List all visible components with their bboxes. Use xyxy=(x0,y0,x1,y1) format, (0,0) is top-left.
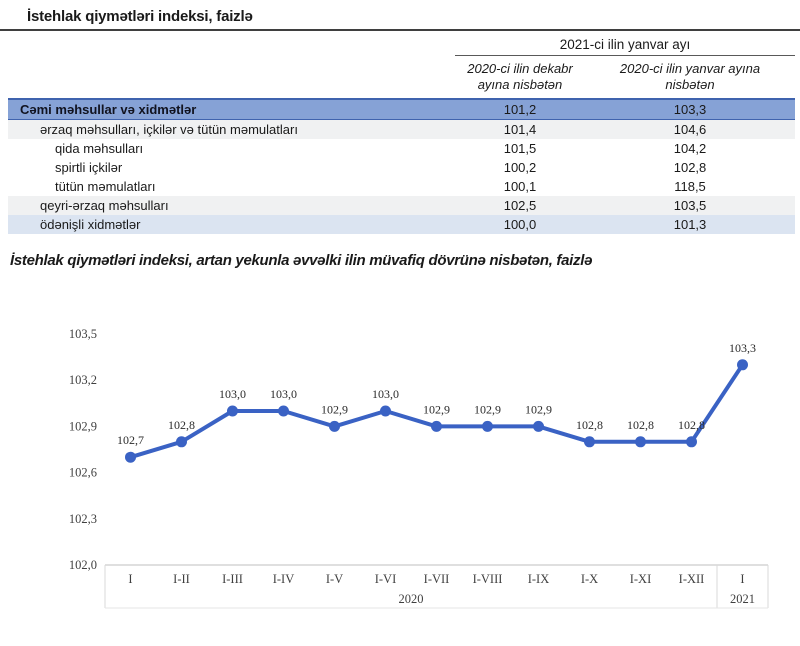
data-point xyxy=(431,421,442,432)
column-header-vs-december: 2020-ci ilin dekabr ayına nisbətən xyxy=(467,61,573,92)
value-vs-january: 103,3 xyxy=(673,102,707,118)
value-vs-december: 101,2 xyxy=(503,102,537,118)
data-point-label: 102,9 xyxy=(321,402,348,417)
x-tick-label: I-IX xyxy=(527,572,550,587)
data-point xyxy=(176,436,187,447)
y-tick-label: 102,3 xyxy=(68,511,97,526)
x-tick-label: I-II xyxy=(173,572,190,587)
value-vs-december: 101,4 xyxy=(503,122,537,138)
table-column-header-row xyxy=(8,56,795,100)
data-point-label: 102,8 xyxy=(168,417,195,432)
data-point xyxy=(482,421,493,432)
table-row xyxy=(8,177,795,196)
empty-corner-cell xyxy=(8,31,455,56)
row-label: spirtli içkilər xyxy=(55,160,123,176)
value-vs-january: 118,5 xyxy=(674,179,706,195)
table-group-header: 2021-ci ilin yanvar ayı xyxy=(455,31,795,56)
data-point-label: 102,9 xyxy=(525,402,552,417)
y-tick-label: 102,6 xyxy=(68,465,97,480)
cpi-table xyxy=(8,31,795,234)
y-tick-label: 102,9 xyxy=(68,419,97,434)
data-point-label: 102,8 xyxy=(576,417,603,432)
cpi-table-body xyxy=(8,99,795,234)
column-header-vs-january: 2020-ci ilin yanvar ayına nisbətən xyxy=(619,61,761,92)
x-tick-label: I-VIII xyxy=(472,572,503,587)
data-point-label: 103,3 xyxy=(729,340,756,355)
data-point-label: 103,0 xyxy=(270,387,297,402)
row-label: tütün məmulatları xyxy=(55,179,156,195)
x-tick-label: I-III xyxy=(222,572,243,587)
table-row xyxy=(8,215,795,234)
value-vs-january: 104,6 xyxy=(673,122,707,138)
value-vs-december: 100,1 xyxy=(503,179,537,195)
row-label: ərzaq məhsulları, içkilər və tütün məmulatları xyxy=(40,122,298,138)
page-title: İstehlak qiymətləri indeksi, faizlə xyxy=(0,0,800,31)
data-point xyxy=(635,436,646,447)
year-group-label: 2021 xyxy=(730,592,755,607)
value-vs-december: 100,0 xyxy=(503,217,537,233)
value-vs-december: 100,2 xyxy=(503,160,537,176)
empty-corner-cell xyxy=(8,56,455,100)
row-label: ödənişli xidmətlər xyxy=(40,217,141,233)
data-point xyxy=(125,452,136,463)
x-tick-label: I-XII xyxy=(678,572,705,587)
x-tick-label: I xyxy=(740,572,745,587)
data-point xyxy=(329,421,340,432)
data-point-label: 103,0 xyxy=(372,387,399,402)
data-point-label: 102,7 xyxy=(117,433,144,448)
data-point xyxy=(737,359,748,370)
row-label: Cəmi məhsullar və xidmətlər xyxy=(20,102,197,118)
table-row xyxy=(8,158,795,177)
data-point-label: 102,8 xyxy=(627,417,654,432)
data-point-label: 102,8 xyxy=(678,417,705,432)
value-vs-january: 101,3 xyxy=(673,217,707,233)
table-row xyxy=(8,139,795,158)
table-group-header-row xyxy=(8,31,795,56)
value-vs-january: 103,5 xyxy=(673,198,707,214)
data-point xyxy=(227,406,238,417)
x-tick-label: I-XI xyxy=(629,572,652,587)
data-point xyxy=(686,436,697,447)
line-chart-canvas xyxy=(0,302,800,646)
y-tick-label: 103,5 xyxy=(68,327,97,342)
chart-title: İstehlak qiymətləri indeksi, artan yekunla əvvəlki ilin müvafiq dövrünə nisbətən, faizlə xyxy=(10,252,593,270)
value-vs-december: 101,5 xyxy=(503,141,537,157)
x-tick-label: I-VII xyxy=(423,572,450,587)
row-label: qida məhsulları xyxy=(55,141,144,157)
value-vs-december: 102,5 xyxy=(503,198,537,214)
table-row xyxy=(8,196,795,215)
y-tick-label: 102,0 xyxy=(68,558,97,573)
table-row xyxy=(8,120,795,140)
table-row xyxy=(8,99,795,120)
data-point xyxy=(380,406,391,417)
value-vs-january: 102,8 xyxy=(673,160,707,176)
data-point-label: 102,9 xyxy=(474,402,501,417)
y-tick-label: 103,2 xyxy=(68,373,97,388)
data-point xyxy=(533,421,544,432)
year-group-label: 2020 xyxy=(398,592,424,607)
cpi-line-chart xyxy=(0,302,800,646)
row-label: qeyri-ərzaq məhsulları xyxy=(40,198,169,214)
value-vs-january: 104,2 xyxy=(673,141,707,157)
data-point-label: 102,9 xyxy=(423,402,450,417)
x-tick-label: I-V xyxy=(325,572,344,587)
x-tick-label: I-X xyxy=(580,572,599,587)
x-tick-label: I-VI xyxy=(374,572,397,587)
data-point xyxy=(278,406,289,417)
data-point xyxy=(584,436,595,447)
x-tick-label: I xyxy=(128,572,133,587)
x-tick-label: I-IV xyxy=(272,572,295,587)
data-point-label: 103,0 xyxy=(219,387,246,402)
